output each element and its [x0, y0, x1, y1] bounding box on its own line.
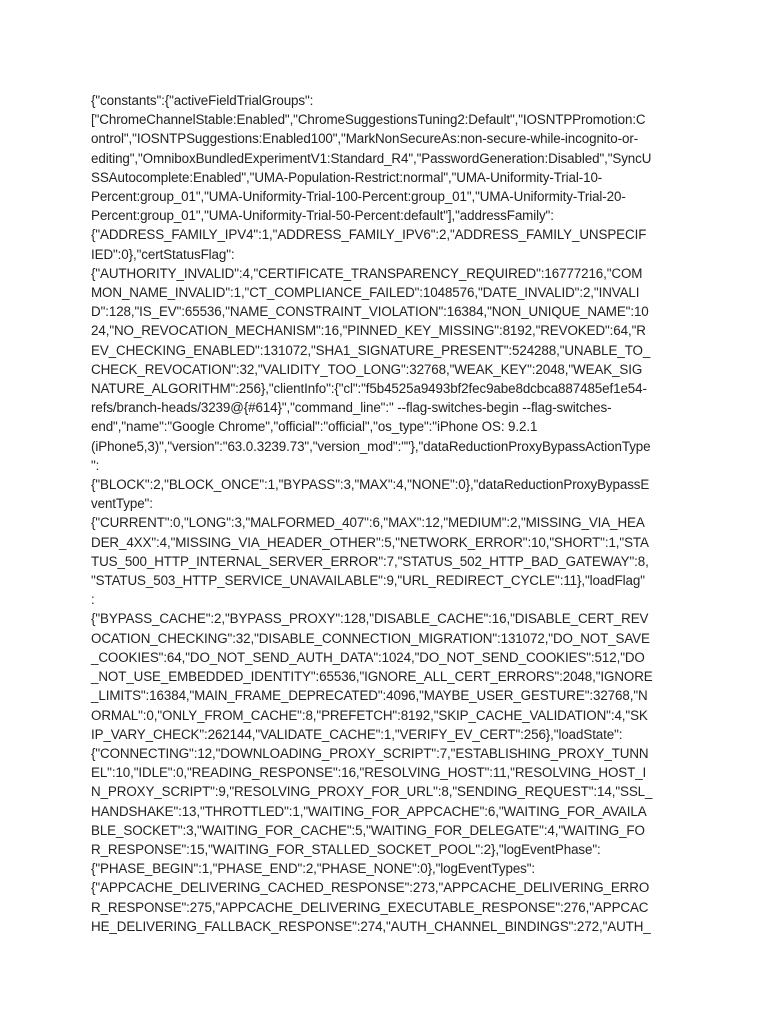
- text-line: ["ChromeChannelStable:Enabled","ChromeSuggestionsTuning2:Default","IOSNTPPromotion:C: [91, 112, 646, 128]
- text-line: TUS_500_HTTP_INTERNAL_SERVER_ERROR":7,"STATUS_502_HTTP_BAD_GATEWAY":8,: [91, 553, 649, 569]
- text-line: end","name":"Google Chrome","official":"official","os_type":"iPhone OS: 9.2.1: [91, 419, 538, 435]
- text-line: ontrol","IOSNTPSuggestions:Enabled100","MarkNonSecureAs:non-secure-while-incognito-or-: [91, 131, 639, 147]
- text-line: N_PROXY_SCRIPT":9,"RESOLVING_PROXY_FOR_URL":8,"SENDING_REQUEST":14,"SSL_: [91, 784, 653, 800]
- text-line: _LIMITS":16384,"MAIN_FRAME_DEPRECATED":4096,"MAYBE_USER_GESTURE":32768,"N: [91, 688, 648, 704]
- text-line: :: [91, 592, 95, 608]
- text-line: "STATUS_503_HTTP_SERVICE_UNAVAILABLE":9,"URL_REDIRECT_CYCLE":11},"loadFlag": [91, 573, 645, 589]
- text-line: HE_DELIVERING_FALLBACK_RESPONSE":274,"AUTH_CHANNEL_BINDINGS":272,"AUTH_: [91, 918, 651, 934]
- text-line: HANDSHAKE":13,"THROTTLED":1,"WAITING_FOR_APPCACHE":6,"WAITING_FOR_AVAILA: [91, 803, 647, 819]
- text-line: {"BLOCK":2,"BLOCK_ONCE":1,"BYPASS":3,"MAX":4,"NONE":0},"dataReductionProxyBypassE: [91, 477, 650, 493]
- text-line: _NOT_USE_EMBEDDED_IDENTITY":65536,"IGNORE_ALL_CERT_ERRORS":2048,"IGNORE: [91, 669, 653, 685]
- text-line: ventType":: [91, 496, 153, 512]
- text-line: 24,"NO_REVOCATION_MECHANISM":16,"PINNED_KEY_MISSING":8192,"REVOKED":64,"R: [91, 323, 646, 339]
- text-line: R_RESPONSE":15,"WAITING_FOR_STALLED_SOCKET_POOL":2},"logEventPhase":: [91, 841, 601, 857]
- text-line: MON_NAME_INVALID":1,"CT_COMPLIANCE_FAILED":1048576,"DATE_INVALID":2,"INVALI: [91, 285, 640, 301]
- text-line: {"BYPASS_CACHE":2,"BYPASS_PROXY":128,"DISABLE_CACHE":16,"DISABLE_CERT_REV: [91, 611, 649, 627]
- text-line: SSAutocomplete:Enabled","UMA-Population-Restrict:normal","UMA-Uniformity-Trial-10-: [91, 169, 603, 185]
- text-line: CHECK_REVOCATION":32,"VALIDITY_TOO_LONG":32768,"WEAK_KEY":2048,"WEAK_SIG: [91, 361, 643, 377]
- text-line: NATURE_ALGORITHM":256},"clientInfo":{"cl":"f5b4525a9493bf2fec9abe8dcbca887485ef1e54-: [91, 381, 647, 397]
- text-line: DER_4XX":4,"MISSING_VIA_HEADER_OTHER":5,"NETWORK_ERROR":10,"SHORT":1,"STA: [91, 534, 649, 550]
- text-line: {"APPCACHE_DELIVERING_CACHED_RESPONSE":273,"APPCACHE_DELIVERING_ERRO: [91, 880, 650, 896]
- text-line: _COOKIES":64,"DO_NOT_SEND_AUTH_DATA":1024,"DO_NOT_SEND_COOKIES":512,"DO: [91, 649, 645, 665]
- text-line: D":128,"IS_EV":65536,"NAME_CONSTRAINT_VIOLATION":16384,"NON_UNIQUE_NAME":10: [91, 304, 649, 320]
- text-line: OCATION_CHECKING":32,"DISABLE_CONNECTION_MIGRATION":131072,"DO_NOT_SAVE: [91, 630, 650, 646]
- text-line: EV_CHECKING_ENABLED":131072,"SHA1_SIGNATURE_PRESENT":524288,"UNABLE_TO_: [91, 342, 651, 358]
- text-line: ":: [91, 457, 100, 473]
- json-text-block: [91, 91, 679, 936]
- text-line: refs/branch-heads/3239@{#614}","command_line":" --flag-switches-begin --flag-switches-: [91, 400, 612, 416]
- text-line: {"CURRENT":0,"LONG":3,"MALFORMED_407":6,"MAX":12,"MEDIUM":2,"MISSING_VIA_HEA: [91, 515, 645, 531]
- text-line: {"PHASE_BEGIN":1,"PHASE_END":2,"PHASE_NONE":0},"logEventTypes":: [91, 861, 536, 877]
- text-line: ORMAL":0,"ONLY_FROM_CACHE":8,"PREFETCH":8192,"SKIP_CACHE_VALIDATION":4,"SK: [91, 707, 648, 723]
- text-line: {"ADDRESS_FAMILY_IPV4":1,"ADDRESS_FAMILY_IPV6":2,"ADDRESS_FAMILY_UNSPECIF: [91, 227, 647, 243]
- text-line: IP_VARY_CHECK":262144,"VALIDATE_CACHE":1,"VERIFY_EV_CERT":256},"loadState":: [91, 726, 623, 742]
- text-line: {"constants":{"activeFieldTrialGroups":: [91, 93, 314, 108]
- text-line: {"AUTHORITY_INVALID":4,"CERTIFICATE_TRANSPARENCY_REQUIRED":16777216,"COM: [91, 265, 643, 281]
- text-line: R_RESPONSE":275,"APPCACHE_DELIVERING_EXECUTABLE_RESPONSE":276,"APPCAC: [91, 899, 649, 915]
- text-line: editing","OmniboxBundledExperimentV1:Standard_R4","PasswordGeneration:Disabled","SyncU: [91, 150, 652, 166]
- text-line: IED":0},"certStatusFlag":: [91, 246, 235, 262]
- text-line: Percent:group_01","UMA-Uniformity-Trial-100-Percent:group_01","UMA-Uniformity-Trial-20-: [91, 189, 626, 205]
- text-line: (iPhone5,3)","version":"63.0.3239.73","version_mod":""},"dataReductionProxyBypassActionType: [91, 438, 651, 454]
- text-line: {"CONNECTING":12,"DOWNLOADING_PROXY_SCRIPT":7,"ESTABLISHING_PROXY_TUNN: [91, 745, 649, 761]
- text-line: Percent:group_01","UMA-Uniformity-Trial-50-Percent:default"],"addressFamily":: [91, 208, 554, 224]
- text-line: BLE_SOCKET":3,"WAITING_FOR_CACHE":5,"WAITING_FOR_DELEGATE":4,"WAITING_FO: [91, 822, 645, 838]
- text-line: EL":10,"IDLE":0,"READING_RESPONSE":16,"RESOLVING_HOST":11,"RESOLVING_HOST_I: [91, 765, 647, 781]
